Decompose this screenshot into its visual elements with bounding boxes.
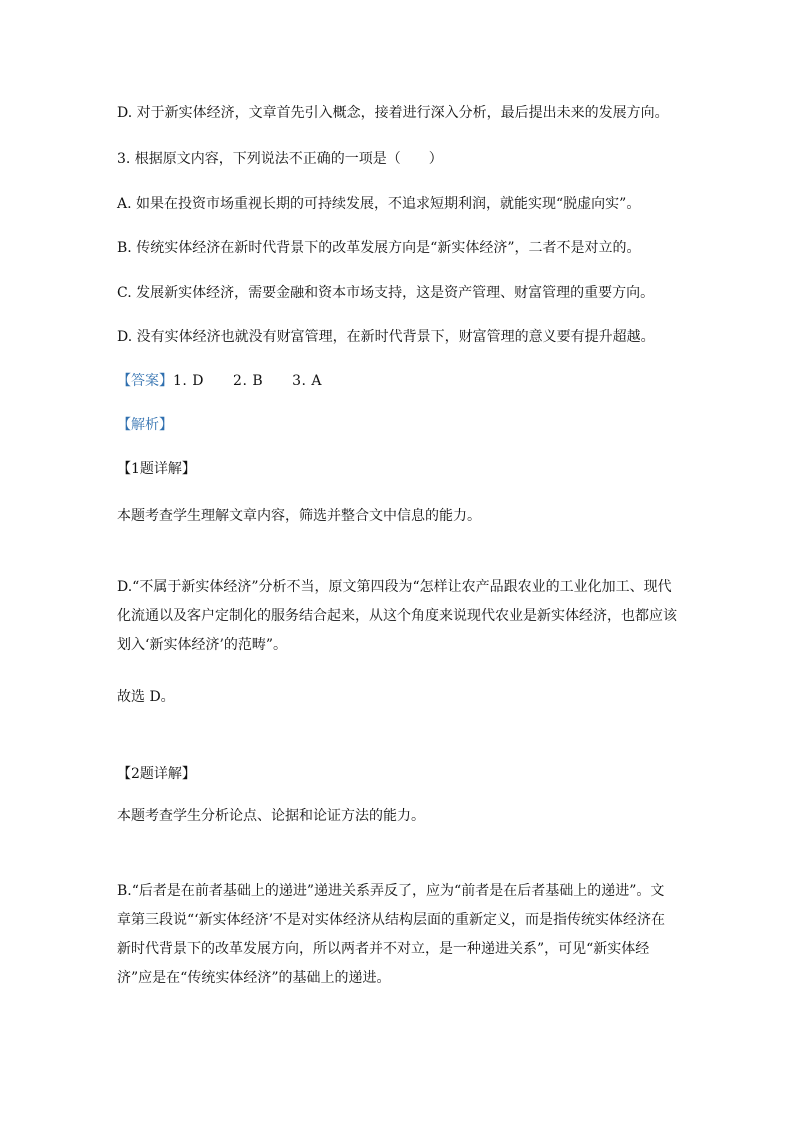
detail1-heading: 【1题详解】 bbox=[117, 461, 196, 477]
detail1-body: D.“不属于新实体经济”分析不当，原文第四段为“怎样让农产品跟农业的工业化加工、现代化流通以及客户定制化的服务结合起来，从这个角度来说现代农业是新实体经济，也都应该划入‘新实体经济’的范畴”。 bbox=[117, 579, 677, 653]
detail2-intro: 本题考查学生分析论点、论据和论证方法的能力。 bbox=[117, 808, 425, 824]
q3-option-b: B. 传统实体经济在新时代背景下的改革发展方向是“新实体经济”，二者不是对立的。 bbox=[117, 240, 641, 256]
answer-line bbox=[117, 371, 677, 391]
q2-option-d: D. 对于新实体经济，文章首先引入概念，接着进行深入分析，最后提出未来的发展方向。 bbox=[117, 105, 669, 121]
detail1-intro: 本题考查学生理解文章内容，筛选并整合文中信息的能力。 bbox=[117, 508, 481, 524]
q3-option-d: D. 没有实体经济也就没有财富管理，在新时代背景下，财富管理的意义要有提升超越。 bbox=[117, 329, 655, 345]
detail2-body: B.“后者是在前者基础上的递进”递进关系弄反了，应为“前者是在后者基础上的递进”。文章第三段说“‘新实体经济’不是对实体经济从结构层面的重新定义，而是指传统实体经济在新时代背景下的改革发展方向，所以两者并不对立，是一种递进关系”，可见“新实体经济”应是在“传统实体经济”的基础上的递进。 bbox=[117, 883, 666, 986]
analysis-label: 【解析】 bbox=[117, 417, 173, 433]
q3-option-a: A. 如果在投资市场重视长期的可持续发展，不追求短期利润，就能实现“脱虚向实”。 bbox=[117, 196, 641, 212]
q3-stem: 3. 根据原文内容，下列说法不正确的一项是（ ） bbox=[117, 151, 443, 167]
detail1-conclusion: 故选 D。 bbox=[117, 689, 175, 705]
detail2-heading: 【2题详解】 bbox=[117, 766, 196, 782]
answer-label: 【答案】 bbox=[117, 373, 173, 389]
q3-option-c: C. 发展新实体经济，需要金融和资本市场支持，这是资产管理、财富管理的重要方向。 bbox=[117, 285, 655, 301]
answer-values: 1. D 2. B 3. A bbox=[173, 373, 323, 389]
